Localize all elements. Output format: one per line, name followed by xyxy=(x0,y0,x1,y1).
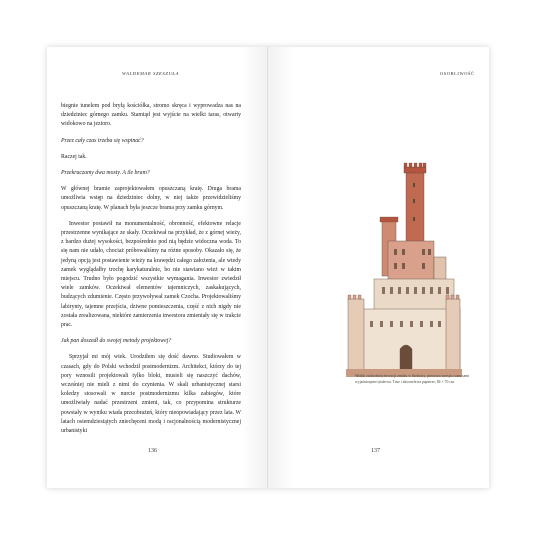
interview-question: Przekraczamy dwa mosty. A ile bram? xyxy=(61,170,150,177)
paragraph: Sprzyjał mi mój wiek. Urodziłem się dość dawno. Studiowałem w czasach, gdy do Polski wchodził postmodernizm. Architekci, którzy do tej pory wznosili projektowali tylko bloki, musieli się naszczyć dachów, wcześniej nie mieli z nimi do czynienia. W skali urbanistycznej starsi koledzy stosowali w nurcie postmodernizmu kilka zabiegów, które umożliwiały nadać przestrzeni zmieni, tak, co przypomina strukturze powstały w wyniku wiada przeobrażeń, który nieopowiadający przez lata. W latach osiemdziesiątych zniechęceni modą i racjonalnością modernistycznej urbanistyki xyxy=(61,354,241,435)
central-block xyxy=(388,241,434,281)
page-number: 137 xyxy=(371,448,380,454)
paragraph: W głównej bramie zaprojektowałem opuszczaną kratę. Druga brama umożliwia wstęp na dziedziniec dolny, w niej także przewidzieliśmy opuszczaną kratę. W planach była jeszcze brama przy zamku górnym. xyxy=(61,186,241,211)
castle-elevation-drawing xyxy=(344,149,462,379)
right-page xyxy=(268,47,489,488)
running-head-section: OSOBLIWOŚĆ xyxy=(440,71,475,76)
paragraph: Raczej tak. xyxy=(61,153,87,160)
paragraph: Inwestor postawił na monumentalność, obronność, efektowne relacje przestrzenne wynikające ze skały. Oczekiwał na przykład, że z górnej wieży, z bardzo dużej wysokości, bezpośrednio pod nią będzie widoczna woda. To się nam nie udało, chociaż próbowaliśmy na różne sposoby. Okazało się, że jedyną opcją jest postawienie wieży na krawędzi całego założenia, ale wtedy zamek wyglądałby trochę karykaturalnie, bo nie stawiano wież w takim miejscu. Trudno było pogodzić wszystkie wymagania. Inwestor zwiedził wiele zamków. Oczekiwał elementów tajemniczych, zaskakujących, budzących zdumienie. Często przywoływał zamek Czocha. Projektowaliśmy labirynty, tajemne przejścia, dziwne pomieszczenia, część z nich nigdy nie została zrealizowana, niektóre zamierzenia inwestora zmieniały się w trakcie prac. xyxy=(61,220,241,329)
running-head-author: WALDEMAR SZESZUŁA xyxy=(122,71,179,76)
figure-caption: Widok zachodniej elewacji zamku w Stobnicy, pierwsza wersja z zanosami wyjaśnionymi tytułowa. Tusz i akwarela na papierze, 84 × 70 cm. xyxy=(355,374,470,384)
left-page xyxy=(47,47,268,488)
body-text xyxy=(61,102,241,436)
page-number: 136 xyxy=(148,448,157,454)
book-spread xyxy=(47,47,489,488)
middle-tier xyxy=(374,279,454,311)
paragraph: biegnie tunelem pod bryłą kościółka, stromo skręca i wyprowadza nas na dziedziniec górnego zamku. Stamtąd jest wyjście na wielki taras, otwarty widokowo na jezioro. xyxy=(61,103,241,128)
gate-arch xyxy=(400,345,412,371)
right-corner-tower xyxy=(446,299,460,371)
interview-question: Jak pan doszedł do swojej metody projektowej? xyxy=(61,338,172,345)
interview-question: Przez cały czas trzeba się wspinać? xyxy=(61,137,144,144)
left-corner-tower xyxy=(348,299,364,371)
